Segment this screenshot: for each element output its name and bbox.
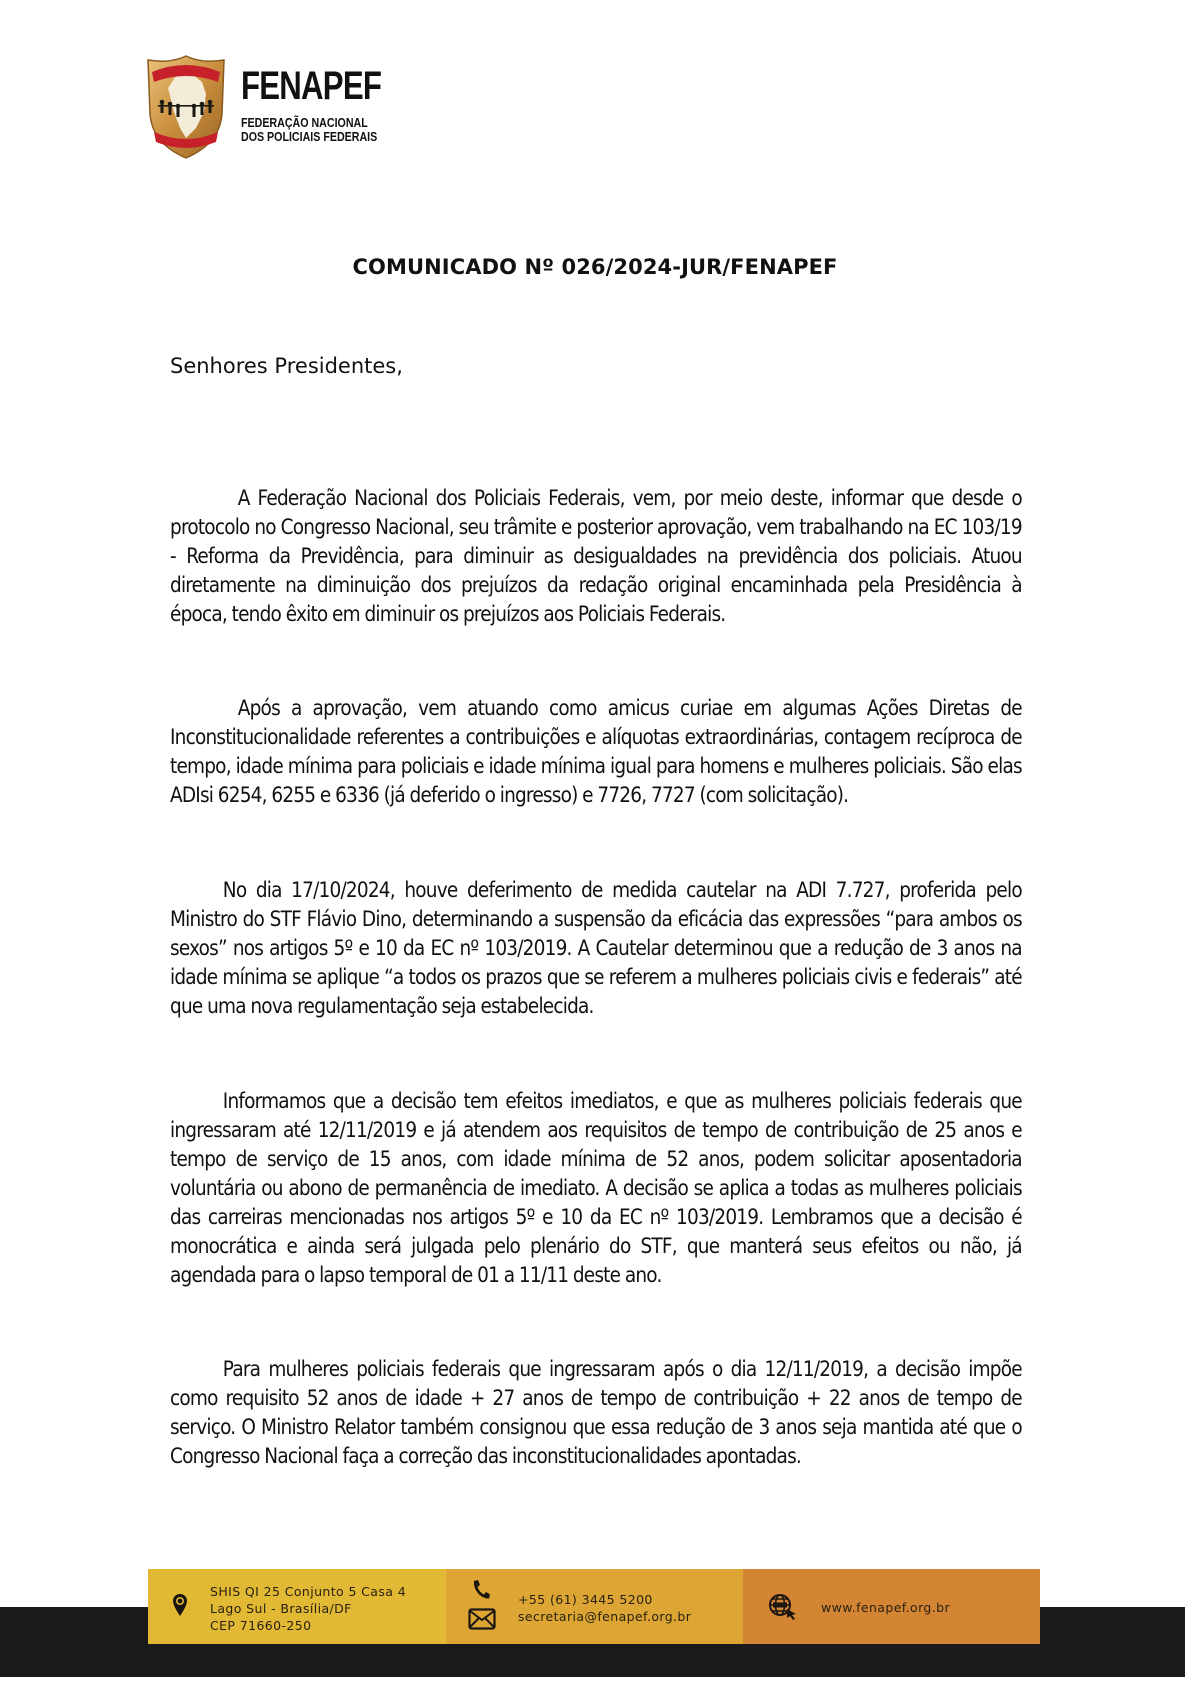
phone-icon bbox=[471, 1579, 491, 1601]
police-badge-icon bbox=[146, 54, 226, 160]
map-pin-icon bbox=[172, 1593, 188, 1617]
document-title: COMUNICADO Nº 026/2024-JUR/FENAPEF bbox=[352, 255, 838, 279]
paragraph-4: Informamos que a decisão tem efeitos imediatos, e que as mulheres policiais federais que ingressaram até 12/11/2019 e já atendem aos requisitos de tempo de contribuição de 25 anos e tempo de serviço de 15 anos, com idade mínima de 52 anos, podem solicitar aposentadoria voluntária ou abono de permanência de imediato. A decisão se aplica a todas as mulheres policiais das carreiras mencionadas nos artigos 5º e 10 da EC nº 103/2019. Lembramos que a decisão é monocrática e ainda será julgada pelo plenário do STF, que manterá seus efeitos ou não, já agendada para o lapso temporal de 01 a 11/11 deste ano. bbox=[170, 1089, 1022, 1287]
footer-address bbox=[148, 1569, 446, 1644]
email-address[interactable]: secretaria@fenapef.org.br bbox=[518, 1609, 692, 1624]
address-line3: CEP 71660-250 bbox=[210, 1618, 312, 1633]
paragraph-3: No dia 17/10/2024, houve deferimento de medida cautelar na ADI 7.727, proferida pelo Ministro do STF Flávio Dino, determinando a suspensão da eficácia das expressões “para ambos os sexos” nos artigos 5º e 10 da EC nº 103/2019. A Cautelar determinou que a redução de 3 anos na idade mínima se aplique “a todos os prazos que se referem a mulheres policiais civis e federais” até que uma nova regulamentação seja estabelecida. bbox=[170, 878, 1022, 1018]
phone-number[interactable]: +55 (61) 3445 5200 bbox=[518, 1592, 653, 1607]
fenapef-logo bbox=[146, 52, 386, 162]
globe-cursor-icon bbox=[768, 1593, 798, 1621]
footer-contact-bar bbox=[148, 1569, 1040, 1644]
envelope-icon bbox=[468, 1608, 496, 1630]
paragraph-1: A Federação Nacional dos Policiais Federais, vem, por meio deste, informar que desde o protocolo no Congresso Nacional, seu trâmite e posterior aprovação, vem trabalhando na EC 103/19 - Reforma da Previdência, para diminuir as desigualdades na previdência dos policiais. Atuou diretamente na diminuição dos prejuízos da redação original encaminhada pela Presidência à época, tendo êxito em diminuir os prejuízos aos Policiais Federais. bbox=[170, 486, 1022, 626]
fenapef-wordmark bbox=[241, 66, 421, 144]
paragraph-2: Após a aprovação, vem atuando como amicus curiae em algumas Ações Diretas de Inconstitucionalidade referentes a contribuições e alíquotas extraordinárias, contagem recíproca de tempo, idade mínima para policiais e idade mínima igual para homens e mulheres policiais. São elas ADIsi 6254, 6255 e 6336 (já deferido o ingresso) e 7726, 7727 (com solicitação). bbox=[170, 696, 1022, 807]
address-line2: Lago Sul - Brasília/DF bbox=[210, 1601, 352, 1616]
address-text bbox=[210, 1583, 406, 1634]
paragraph-5: Para mulheres policiais federais que ingressaram após o dia 12/11/2019, a decisão impõe como requisito 52 anos de idade + 27 anos de tempo de contribuição + 22 anos de tempo de serviço. O Ministro Relator também consignou que essa redução de 3 anos seja mantida até que o Congresso Nacional faça a correção das inconstitucionalidades apontadas. bbox=[170, 1357, 1022, 1468]
website-url[interactable]: www.fenapef.org.br bbox=[821, 1600, 951, 1615]
brand-name: FENAPEF bbox=[241, 64, 382, 108]
contact-text bbox=[518, 1591, 691, 1625]
brand-subtitle-line2: DOS POLICIAIS FEDERAIS bbox=[241, 129, 378, 144]
footer-contact bbox=[446, 1569, 743, 1644]
address-line1: SHIS QI 25 Conjunto 5 Casa 4 bbox=[210, 1584, 407, 1599]
brand-subtitle-line1: FEDERAÇÃO NACIONAL bbox=[241, 115, 368, 130]
footer-website bbox=[743, 1569, 1040, 1644]
greeting: Senhores Presidentes, bbox=[170, 354, 403, 378]
